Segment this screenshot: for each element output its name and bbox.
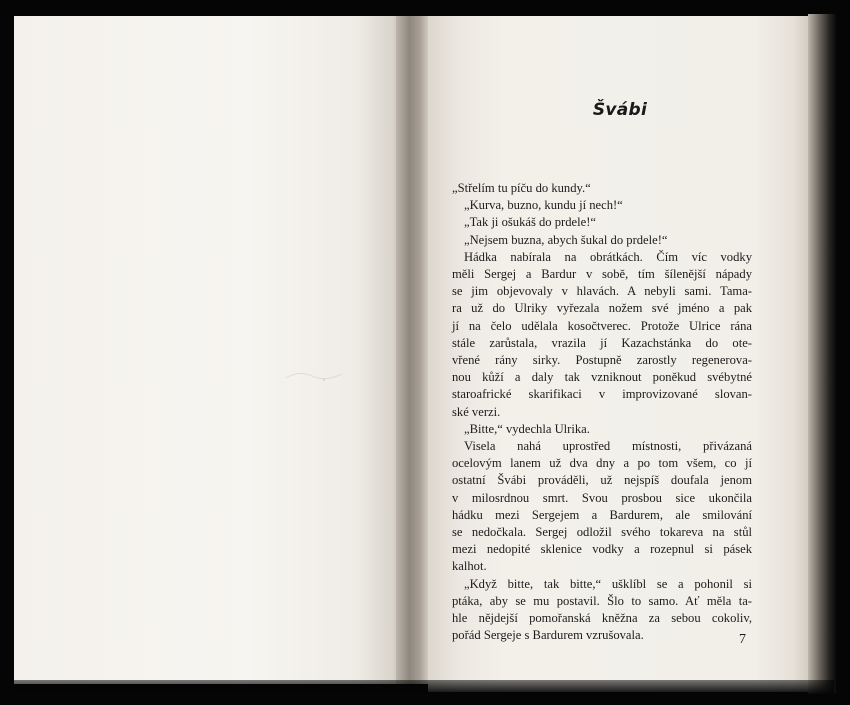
book-spine-gutter [396, 16, 430, 684]
page-number: 7 [739, 632, 746, 647]
text-line: Visela nahá uprostřed místnosti, přivázaná [464, 439, 752, 454]
page-edge-shadow [808, 14, 836, 694]
text-line: staroafrické skarifikaci v improvizované slovan- [452, 387, 752, 402]
text-line: „Střelím tu píču do kundy.“ [452, 181, 591, 195]
bottom-shadow [14, 680, 834, 705]
text-line: ra už do Ulriky vyřezala nožem své jméno a pak [452, 301, 752, 316]
text-line: v milosrdnou smrt. Svou prosbou sice ukončila [452, 490, 752, 505]
text-line: Hádka nabírala na obrátkách. Čím víc vodky [464, 249, 752, 264]
text-line: „Kurva, buzno, kundu jí nech!“ [464, 198, 623, 213]
paper-smudge-icon [284, 366, 344, 386]
text-line: „Tak ji ošukáš do prdele!“ [464, 215, 597, 230]
left-page-blank [14, 16, 404, 684]
text-line: ské verzi. [452, 404, 501, 419]
text-line: „Bitte,“ vydechla Ulrika. [464, 421, 590, 436]
text-line: mezi nedopité sklenice vodky a rozepnul si pásek [452, 542, 752, 557]
text-line: se jim objevovaly v hlavách. A nebyli sami. Tama- [452, 284, 752, 299]
chapter-body-text [452, 180, 752, 644]
text-line: „Nejsem buzna, abych šukal do prdele!“ [464, 232, 668, 247]
text-line: ocelovým lanem už dva dny a po tom všem, co jí [452, 456, 752, 471]
chapter-title: Švábi [592, 100, 648, 120]
text-line: se nedočkala. Sergej odložil svého tokareva na stůl [452, 525, 752, 540]
text-line: měli Sergej a Bardur v sobě, tím šílenější nápady [452, 267, 752, 282]
text-line: hle nějdejší pomořanská kněžna za sebou cokoliv, [452, 611, 752, 626]
text-line: jí na čelo udělala kosočtverec. Protože Ulrice rána [452, 318, 752, 333]
text-line: ptáka, aby se mu postavil. Šlo to samo. Ať měla ta- [452, 593, 752, 608]
text-line: hádku mezi Sergejem a Bardurem, ale smilování [452, 507, 752, 522]
text-line: nou kůží a daly tak vzniknout poněkud svébytné [452, 370, 752, 385]
text-line: ostatní Švábi prováděli, už nejspíš doufala jenom [452, 473, 752, 488]
text-line: stále zarůstala, vrazila jí Kazachstánka do ote- [452, 335, 752, 350]
text-line: „Když bitte, tak bitte,“ ušklíbl se a pohonil si [464, 576, 752, 591]
text-line: vřené rány sirky. Postupně zarostly regenerova- [452, 353, 752, 368]
text-line: kalhot. [452, 559, 487, 574]
text-line: pořád Sergeje s Bardurem vzrušovala. [452, 628, 644, 643]
